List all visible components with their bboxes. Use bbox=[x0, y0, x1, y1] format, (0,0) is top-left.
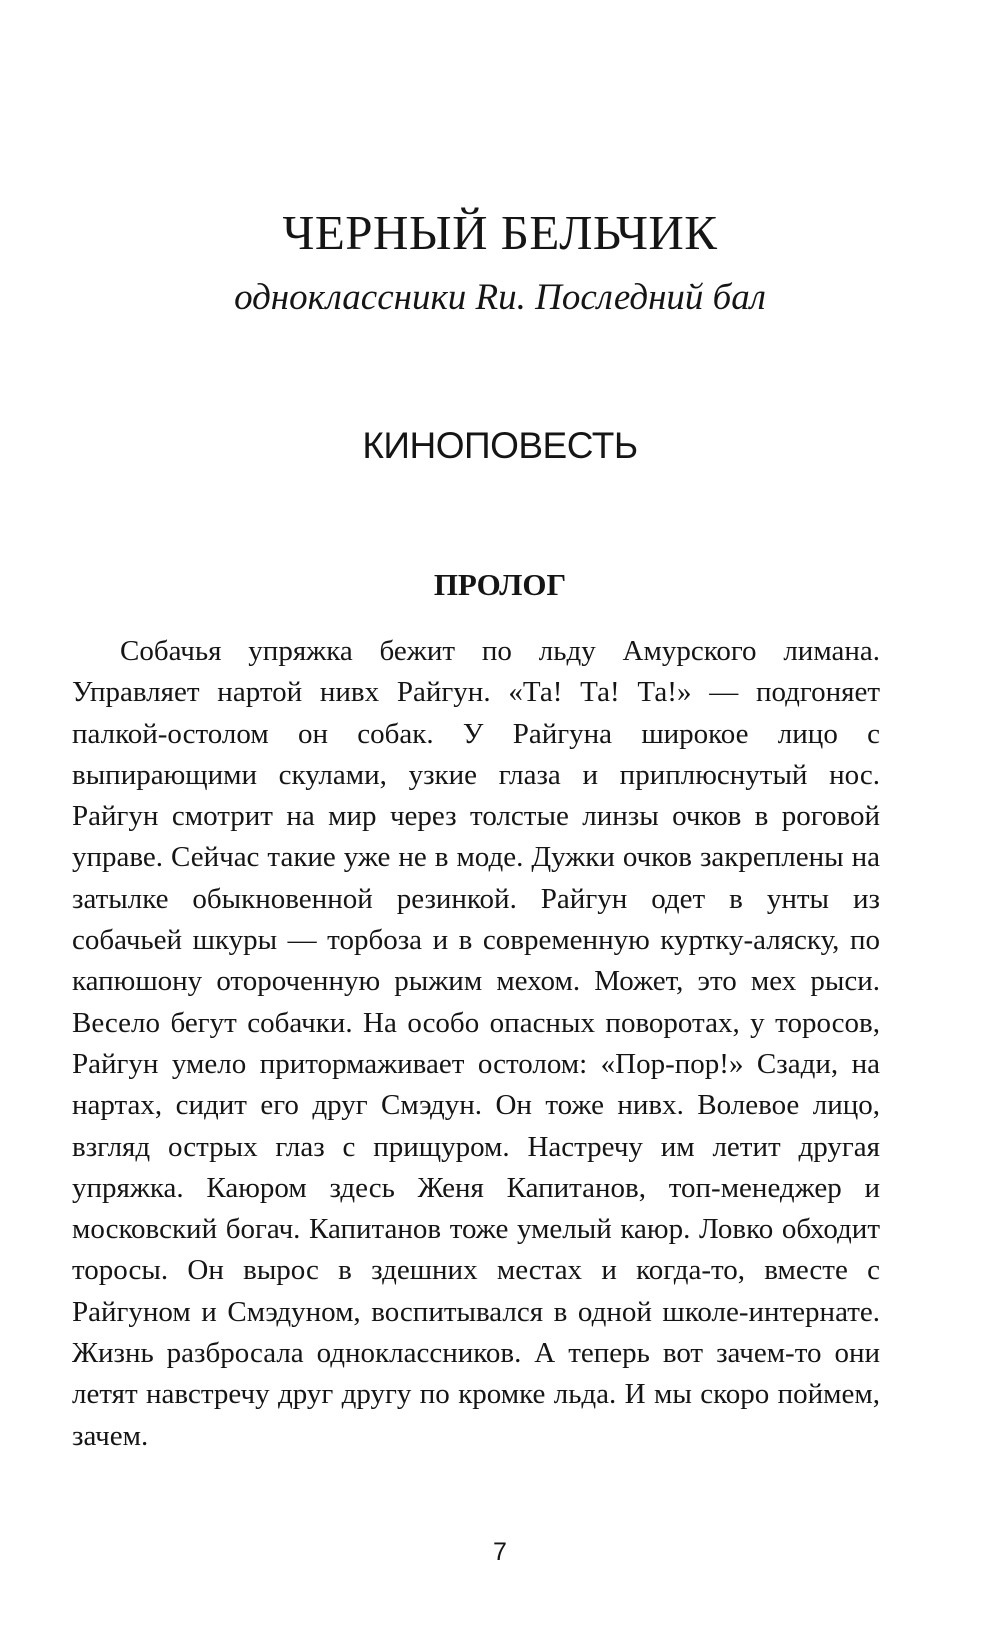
book-title: ЧЕРНЫЙ БЕЛЬЧИК bbox=[282, 205, 718, 260]
section-heading: ПРОЛОГ bbox=[433, 567, 567, 602]
book-subtitle: одноклассники Ru. Последний бал bbox=[234, 277, 766, 318]
genre-label: КИНОПОВЕСТЬ bbox=[362, 425, 638, 466]
page-number: 7 bbox=[493, 1538, 507, 1566]
body-paragraph: Собачья упряжка бежит по льду Амурского лимана. Управляет нартой нивх Райгун. «Та! Та! Та!» — подгоняет палкой-остолом он собак. У Райгуна широкое лицо с выпирающими скулами, узкие глаза и приплюснутый нос. Райгун смотрит на мир через толстые линзы очков в роговой управе. Сейчас такие уже не в моде. Дужки очков закреплены на затылке обыкновенной резинкой. Райгун одет в унты из собачьей шкуры — торбоза и в современную куртку-аляску, по капюшону отороченную рыжим мехом. Может, это мех рыси. Весело бегут собачки. На особо опасных поворотах, у торосов, Райгун умело притормаживает остолом: «Пор-пор!» Сзади, на нартах, сидит его друг Смэдун. Он тоже нивх. Волевое лицо, взгляд острых глаз с прищуром. Настречу им летит другая упряжка. Каюром здесь Женя Капитанов, топ-менеджер и московский богач. Капитанов тоже умелый каюр. Ловко обходит торосы. Он вырос в здешних местах и когда-то, вместе с Райгуном и Смэдуном, воспитывался в одной школе-интернате. Жизнь разбросала одноклассников. А теперь вот зачем-то они летят навстречу друг другу по кромке льда. И мы скоро поймем, зачем. bbox=[72, 635, 880, 1452]
